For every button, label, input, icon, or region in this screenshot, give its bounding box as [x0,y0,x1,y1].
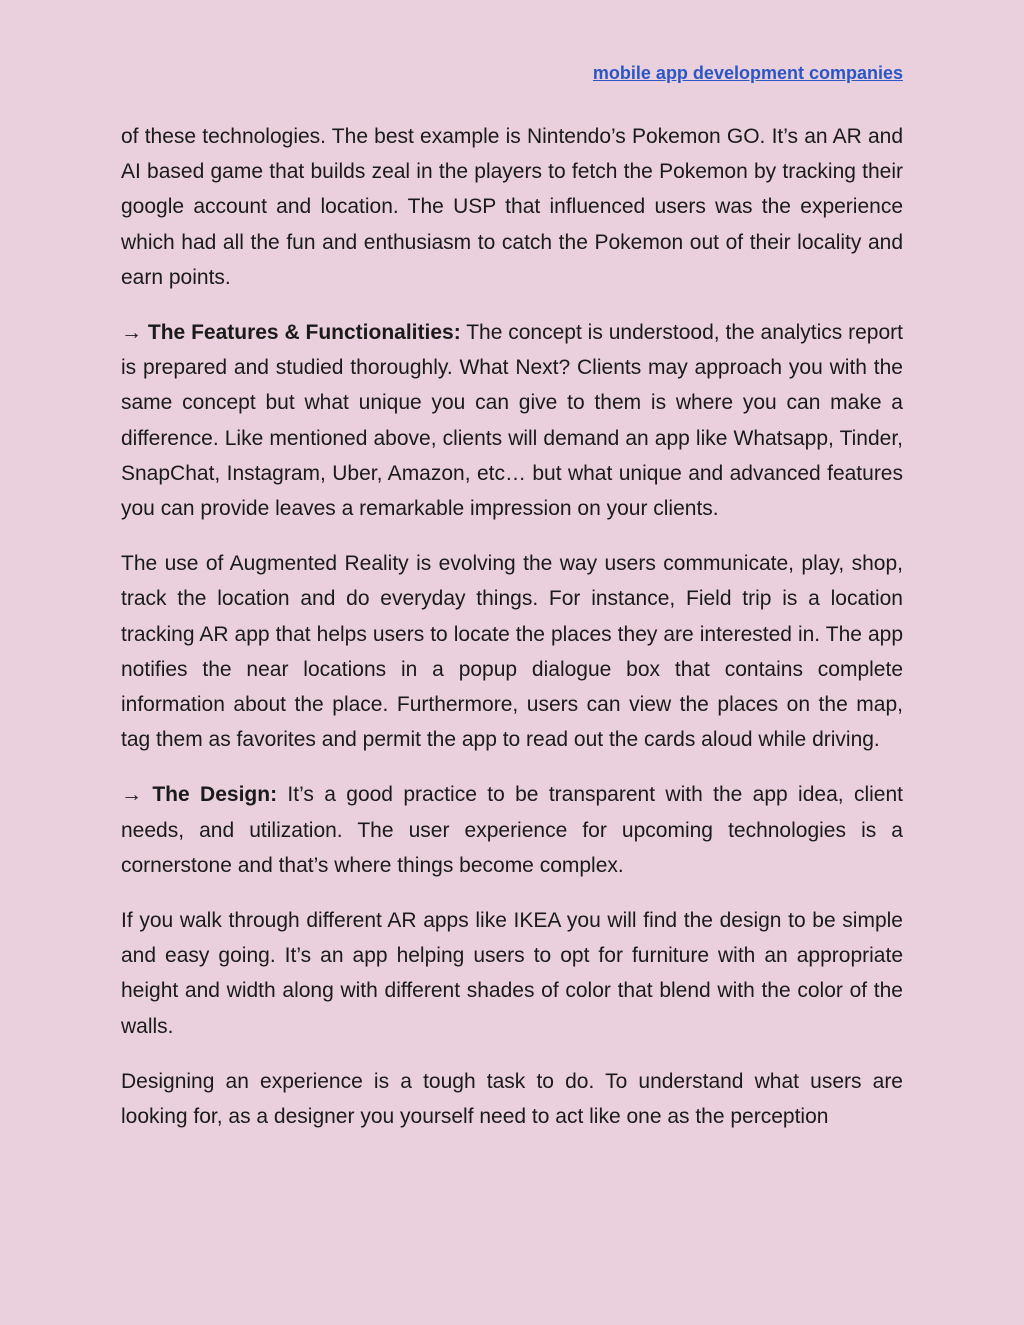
paragraph-design [121,777,903,883]
paragraph-designing-experience [121,1064,903,1134]
paragraph-ikea [121,903,903,1044]
paragraph-ar-usage [121,546,903,757]
section-heading-features: The Features & Functionalities: [147,321,461,345]
section-heading-design: The Design: [152,783,278,807]
header-link[interactable]: mobile app development companies [592,63,903,83]
arrow-icon: → [121,321,142,345]
paragraph-text: of these technologies. The best example is Nintendo’s Pokemon GO. It’s an AR and AI based game that builds zeal in the players to fetch the Pokemon by tracking their google account and location. The USP that influenced users was the experience which had all the fun and enthusiasm to catch the Pokemon out of their locality and earn points. [121,125,903,289]
arrow-icon: → [121,783,142,807]
paragraph-text: It’s a good practice to be transparent with the app idea, client needs, and utilization. The user experience for upcoming technologies is a cornerstone and that’s where things become complex. [121,783,903,877]
body-text [121,119,903,1154]
paragraph-text: The use of Augmented Reality is evolving the way users communicate, play, shop, track the location and do everyday things. For instance, Field trip is a location tracking AR app that helps users to locate the places they are interested in. The app notifies the near locations in a popup dialogue box that contains complete information about the place. Furthermore, users can view the places on the map, tag them as favorites and permit the app to read out the cards aloud while driving. [121,552,903,752]
paragraph-text: If you walk through different AR apps like IKEA you will find the design to be simple and easy going. It’s an app helping users to opt for furniture with an appropriate height and width along with different shades of color that blend with the color of the walls. [121,909,903,1038]
paragraph-features [121,315,903,526]
paragraph-text: The concept is understood, the analytics report is prepared and studied thoroughly. What Next? Clients may approach you with the same concept but what unique you can give to them is where you can make a difference. Like mentioned above, clients will demand an app like Whatsapp, Tinder, SnapChat, Instagram, Uber, Amazon, etc… but what unique and advanced features you can provide leaves a remarkable impression on your clients. [121,321,903,521]
paragraph-ar-ai-example [121,119,903,295]
paragraph-text: Designing an experience is a tough task to do. To understand what users are looking for, as a designer you yourself need to act like one as the perception [121,1069,903,1129]
